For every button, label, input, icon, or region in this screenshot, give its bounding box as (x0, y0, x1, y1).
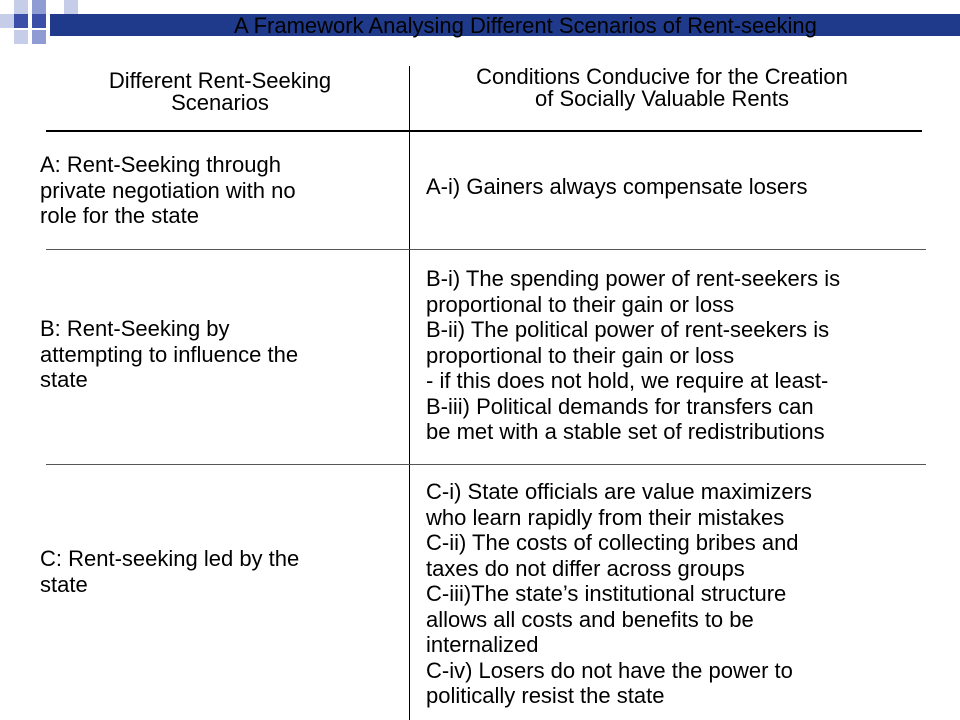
header-rule (46, 130, 922, 132)
row-b-condition-line: be met with a stable set of redistributions (426, 419, 825, 444)
row-c-condition-line: C-iii)The state’s institutional structure (426, 581, 787, 606)
row-b-conditions (426, 266, 840, 445)
row-c-condition-line: taxes do not differ across groups (426, 555, 745, 581)
corner-square-6 (14, 30, 28, 44)
row-c-scenario (40, 546, 299, 597)
row-c-condition-line: who learn rapidly from their mistakes (426, 504, 785, 530)
row-b-condition-line: - if this does not hold, we require at least- (426, 368, 829, 393)
row-c-condition-line: internalized (426, 632, 539, 657)
row-c-conditions (426, 479, 812, 709)
row-a-scenario-line: role for the state (40, 203, 199, 228)
row-divider-1 (46, 249, 926, 250)
corner-square-5 (32, 14, 46, 28)
slide-title: A Framework Analysing Different Scenarios of Rent-seeking (234, 13, 817, 38)
header-conditions (412, 66, 912, 110)
row-c-condition-line: politically resist the state (426, 683, 665, 708)
row-a-condition-line: A-i) Gainers always compensate losers (426, 174, 808, 199)
header-scenarios-line-2: Scenarios (171, 90, 269, 115)
row-a-scenario-line: A: Rent-Seeking through (40, 152, 281, 177)
corner-square-2 (32, 0, 46, 14)
row-divider-2 (46, 464, 926, 465)
row-b-condition-line: B-i) The spending power of rent-seekers is (426, 266, 841, 291)
row-b-condition-line: proportional to their gain or loss (426, 291, 735, 317)
row-a-scenario (40, 152, 296, 229)
corner-square-3 (0, 14, 14, 28)
row-c-scenario-line: state (40, 571, 88, 597)
corner-square-1 (14, 0, 28, 14)
row-b-condition-line: B-ii) The political power of rent-seekers is (426, 317, 830, 342)
row-a-conditions (426, 174, 807, 200)
header-scenarios-line-1: Different Rent-Seeking (108, 68, 332, 93)
corner-square-4 (14, 14, 28, 28)
header-conditions-line-1: Conditions Conducive for the Creation (476, 64, 848, 89)
row-b-scenario-line: attempting to influence the (40, 341, 299, 367)
corner-square-8 (64, 0, 78, 14)
row-a-scenario-line: private negotiation with no (40, 177, 296, 203)
row-b-condition-line: B-iii) Political demands for transfers can (426, 393, 814, 419)
column-divider (409, 66, 410, 720)
row-b-scenario-line: B: Rent-Seeking by (40, 316, 230, 341)
row-c-condition-line: allows all costs and benefits to be (426, 606, 754, 632)
row-c-condition-line: C-ii) The costs of collecting bribes and (426, 530, 799, 555)
header-conditions-line-2: of Socially Valuable Rents (535, 86, 789, 111)
row-b-scenario-line: state (40, 367, 88, 392)
row-c-condition-line: C-i) State officials are value maximizers (426, 479, 812, 504)
row-c-scenario-line: C: Rent-seeking led by the (40, 546, 300, 571)
row-c-condition-line: C-iv) Losers do not have the power to (426, 657, 793, 683)
row-b-condition-line: proportional to their gain or loss (426, 342, 735, 368)
header-scenarios (40, 70, 400, 114)
row-b-scenario (40, 316, 298, 393)
corner-square-7 (32, 30, 46, 44)
